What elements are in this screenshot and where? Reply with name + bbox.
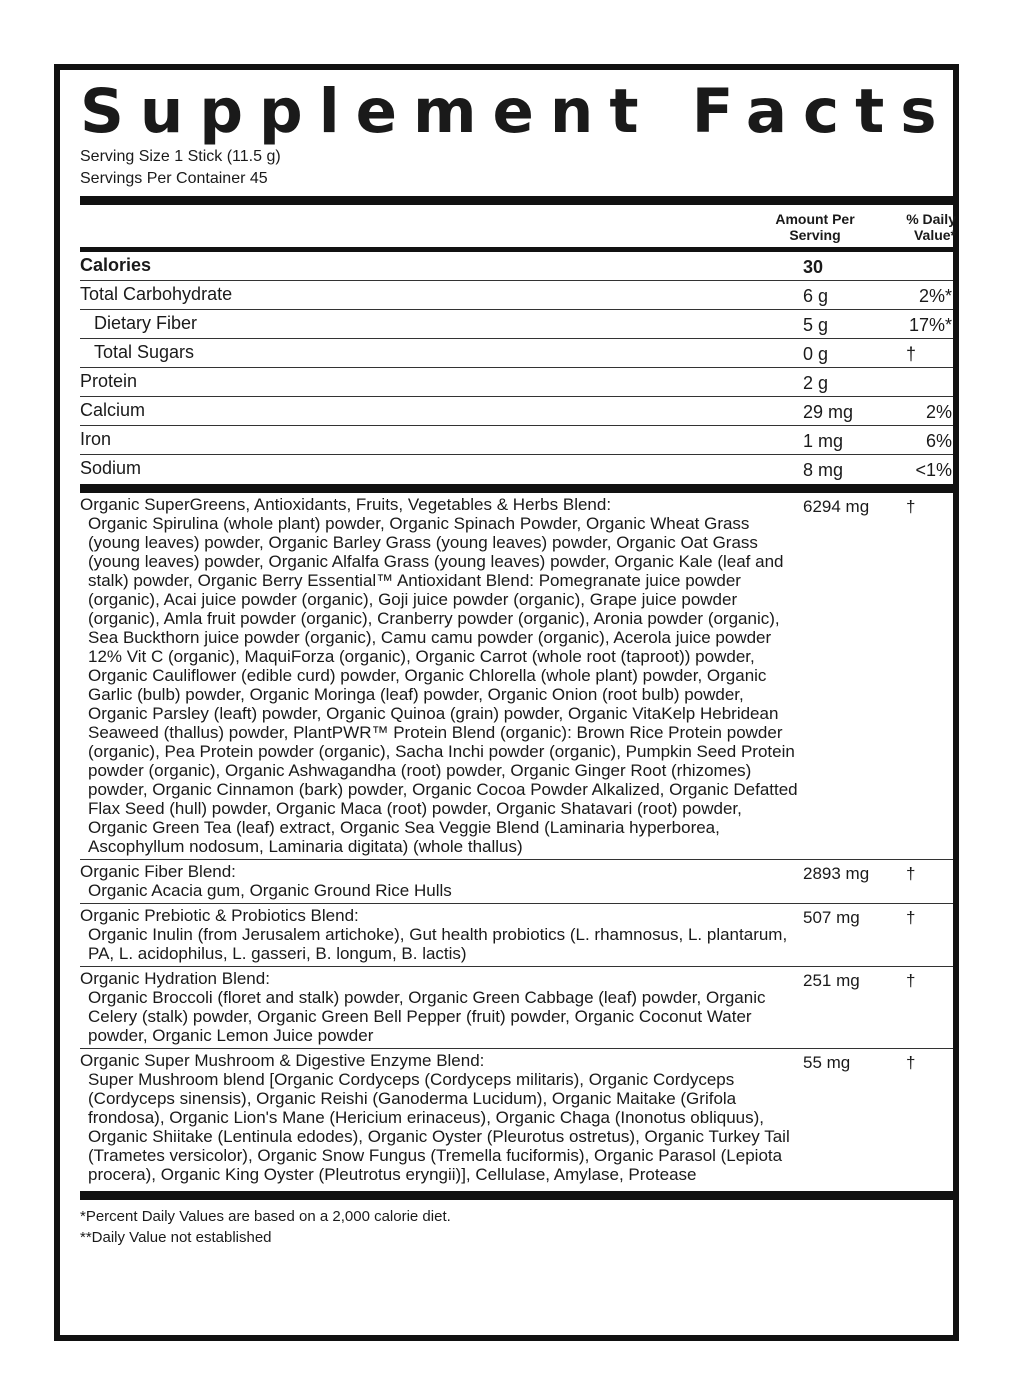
blend-hydration [80,967,953,1049]
serving-size: Serving Size 1 Stick (11.5 g) [80,148,281,165]
footnote-not-established: **Daily Value not established [80,1229,272,1246]
nutrient-name: Dietary Fiber [94,313,198,333]
nutrient-row-total-sugars [80,339,953,368]
nutrient-name: Total Sugars [94,342,195,362]
divider-thick [80,1191,953,1200]
nutrient-dv: † [905,344,916,364]
supplement-facts-panel [54,64,959,1341]
blend-list [80,493,953,1187]
nutrient-row-protein [80,368,953,397]
nutrient-name: Iron [80,429,112,449]
blend-ingredients: Organic Spirulina (whole plant) powder, Organic Spinach Powder, Organic Wheat Grass (young leaves) powder, Organic Barley Grass (young leaves) powder, Organic Oat Grass (young leaves) powder, Organic Alfalfa Grass (young leaves) powder, Organic Kale (leaf and stalk) powder, Organic Berry Essential™ Antioxidant Blend: Pomegranate juice powder (organic), Acai juice powder (organic), Goji juice powder (organic), Grape juice powder (organic), Amla fruit powder (organic), Cranberry powder (organic), Aronia powder (organic), Sea Buckthorn juice powder (organic), Camu camu powder (organic), Acerola juice powder 12% Vit C (organic), MaquiForza (organic), Organic Carrot (whole root (taproot)) powder, Organic Cauliflower (edible curd) powder, Organic Chlorella (whole plant) powder, Organic Garlic (bulb) powder, Organic Moringa (leaf) powder, Organic Onion (root bulb) powder, Organic Parsley (leaft) powder, Organic Quinoa (grain) powder, Organic VitaKelp Hebridean Seaweed (thallus) powder, PlantPWR™ Protein Blend (organic): Brown Rice Protein powder (organic), Pea Protein powder (organic), Sacha Inchi powder (organic), Pumpkin Seed Protein powder (organic), Organic Ashwagandha (root) powder, Organic Ginger Root (rhizomes) powder, Organic Cinnamon (bark) powder, Organic Cocoa Powder Alkalized, Organic Defatted Flax Seed (hull) powder, Organic Maca (root) powder, Organic Shatavari (root) powder, Organic Green Tea (leaf) extract, Organic Sea Veggie Blend (Laminaria hyperborea, Ascophyllum nodosum, Laminaria digitata) (whole thallus) [88,514,798,856]
nutrient-name: Calories [80,255,152,275]
blend-dv: † [906,1053,916,1072]
panel-content [80,76,956,1248]
blend-dv: † [906,864,916,883]
blend-amount: 2893 mg [803,864,870,883]
blend-ingredients: Organic Inulin (from Jerusalem artichoke), Gut health probiotics (L. rhamnosus, L. plantarum, PA, L. acidophilus, L. gasseri, B. longum, B. lactis) [88,925,788,963]
blend-prebiotic-probiotics [80,904,953,967]
blend-name: Organic SuperGreens, Antioxidants, Fruits, Vegetables & Herbs Blend: [80,495,612,514]
nutrient-table [80,252,953,484]
blend-name: Organic Prebiotic & Probiotics Blend: [80,906,359,925]
blend-dv: † [906,971,916,990]
blend-ingredients: Organic Acacia gum, Organic Ground Rice Hulls [88,881,452,900]
nutrient-amount: 6 g [803,286,829,306]
nutrient-name: Total Carbohydrate [80,284,233,304]
nutrient-dv: 2%* [918,286,952,306]
blend-super-mushroom-enzyme [80,1049,953,1187]
blend-amount: 55 mg [803,1053,851,1072]
panel-title: Supplement Facts [80,76,953,147]
blend-name: Organic Super Mushroom & Digestive Enzyme Blend: [80,1051,485,1070]
serving-info [80,146,953,190]
nutrient-name: Calcium [80,400,146,420]
nutrient-name: Protein [80,371,138,391]
daily-value-header: % Daily Value* [906,211,956,243]
nutrient-row-sodium [80,455,953,484]
nutrient-amount: 5 g [803,315,829,335]
blend-name: Organic Fiber Blend: [80,862,236,881]
nutrient-dv: 2% [925,402,952,422]
nutrient-row-total-carbohydrate [80,281,953,310]
nutrient-amount: 8 mg [803,460,844,480]
blend-name: Organic Hydration Blend: [80,969,270,988]
nutrient-row-calcium [80,397,953,426]
nutrient-row-iron [80,426,953,455]
blend-amount: 6294 mg [803,497,870,516]
blend-ingredients: Super Mushroom blend [Organic Cordyceps (Cordyceps militaris), Organic Cordyceps (Cordyceps sinensis), Organic Reishi (Ganoderma Lucidum), Organic Maitake (Grifola frondosa), Organic Lion's Mane (Hericium erinaceus), Organic Chaga (Inonotus obliquus), Organic Shiitake (Lentinula edodes), Organic Oyster (Pleurotus ostretus), Organic Turkey Tail (Trametes versicolor), Organic Snow Fungus (Tremella fuciformis), Organic Parasol (Lepiota procera), Organic King Oyster (Pleutrotus eryngii)], Cellulase, Amylase, Protease [88,1070,790,1184]
blend-amount: 507 mg [803,908,860,927]
nutrient-dv: <1% [915,460,952,480]
blend-amount: 251 mg [803,971,860,990]
amount-per-serving-header: Amount Per Serving [775,211,855,243]
nutrient-amount: 0 g [803,344,829,364]
servings-per-container: Servings Per Container 45 [80,170,268,187]
nutrient-dv: 6% [925,431,952,451]
nutrient-amount: 1 mg [803,431,844,451]
blend-ingredients: Organic Broccoli (floret and stalk) powder, Organic Green Cabbage (leaf) powder, Organic Celery (stalk) powder, Organic Green Bell Pepper (fruit) powder, Organic Coconut Water powder, Organic Lemon Juice powder [88,988,766,1045]
nutrient-row-dietary-fiber [80,310,953,339]
footnote-percent-daily-value: *Percent Daily Values are based on a 2,000 calorie diet. [80,1208,451,1225]
nutrient-amount: 30 [803,257,824,277]
nutrient-amount: 2 g [803,373,829,393]
nutrient-name: Sodium [80,458,142,478]
footnotes [80,1206,953,1248]
blend-dv: † [906,497,916,516]
blend-fiber [80,860,953,904]
nutrient-dv: 17%* [908,315,952,335]
blend-supergreens [80,493,953,860]
divider-thick [80,196,953,205]
nutrient-amount: 29 mg [803,402,854,422]
blend-dv: † [906,908,916,927]
divider-thick [80,484,953,493]
column-header [80,205,956,247]
nutrient-row-calories [80,252,953,281]
